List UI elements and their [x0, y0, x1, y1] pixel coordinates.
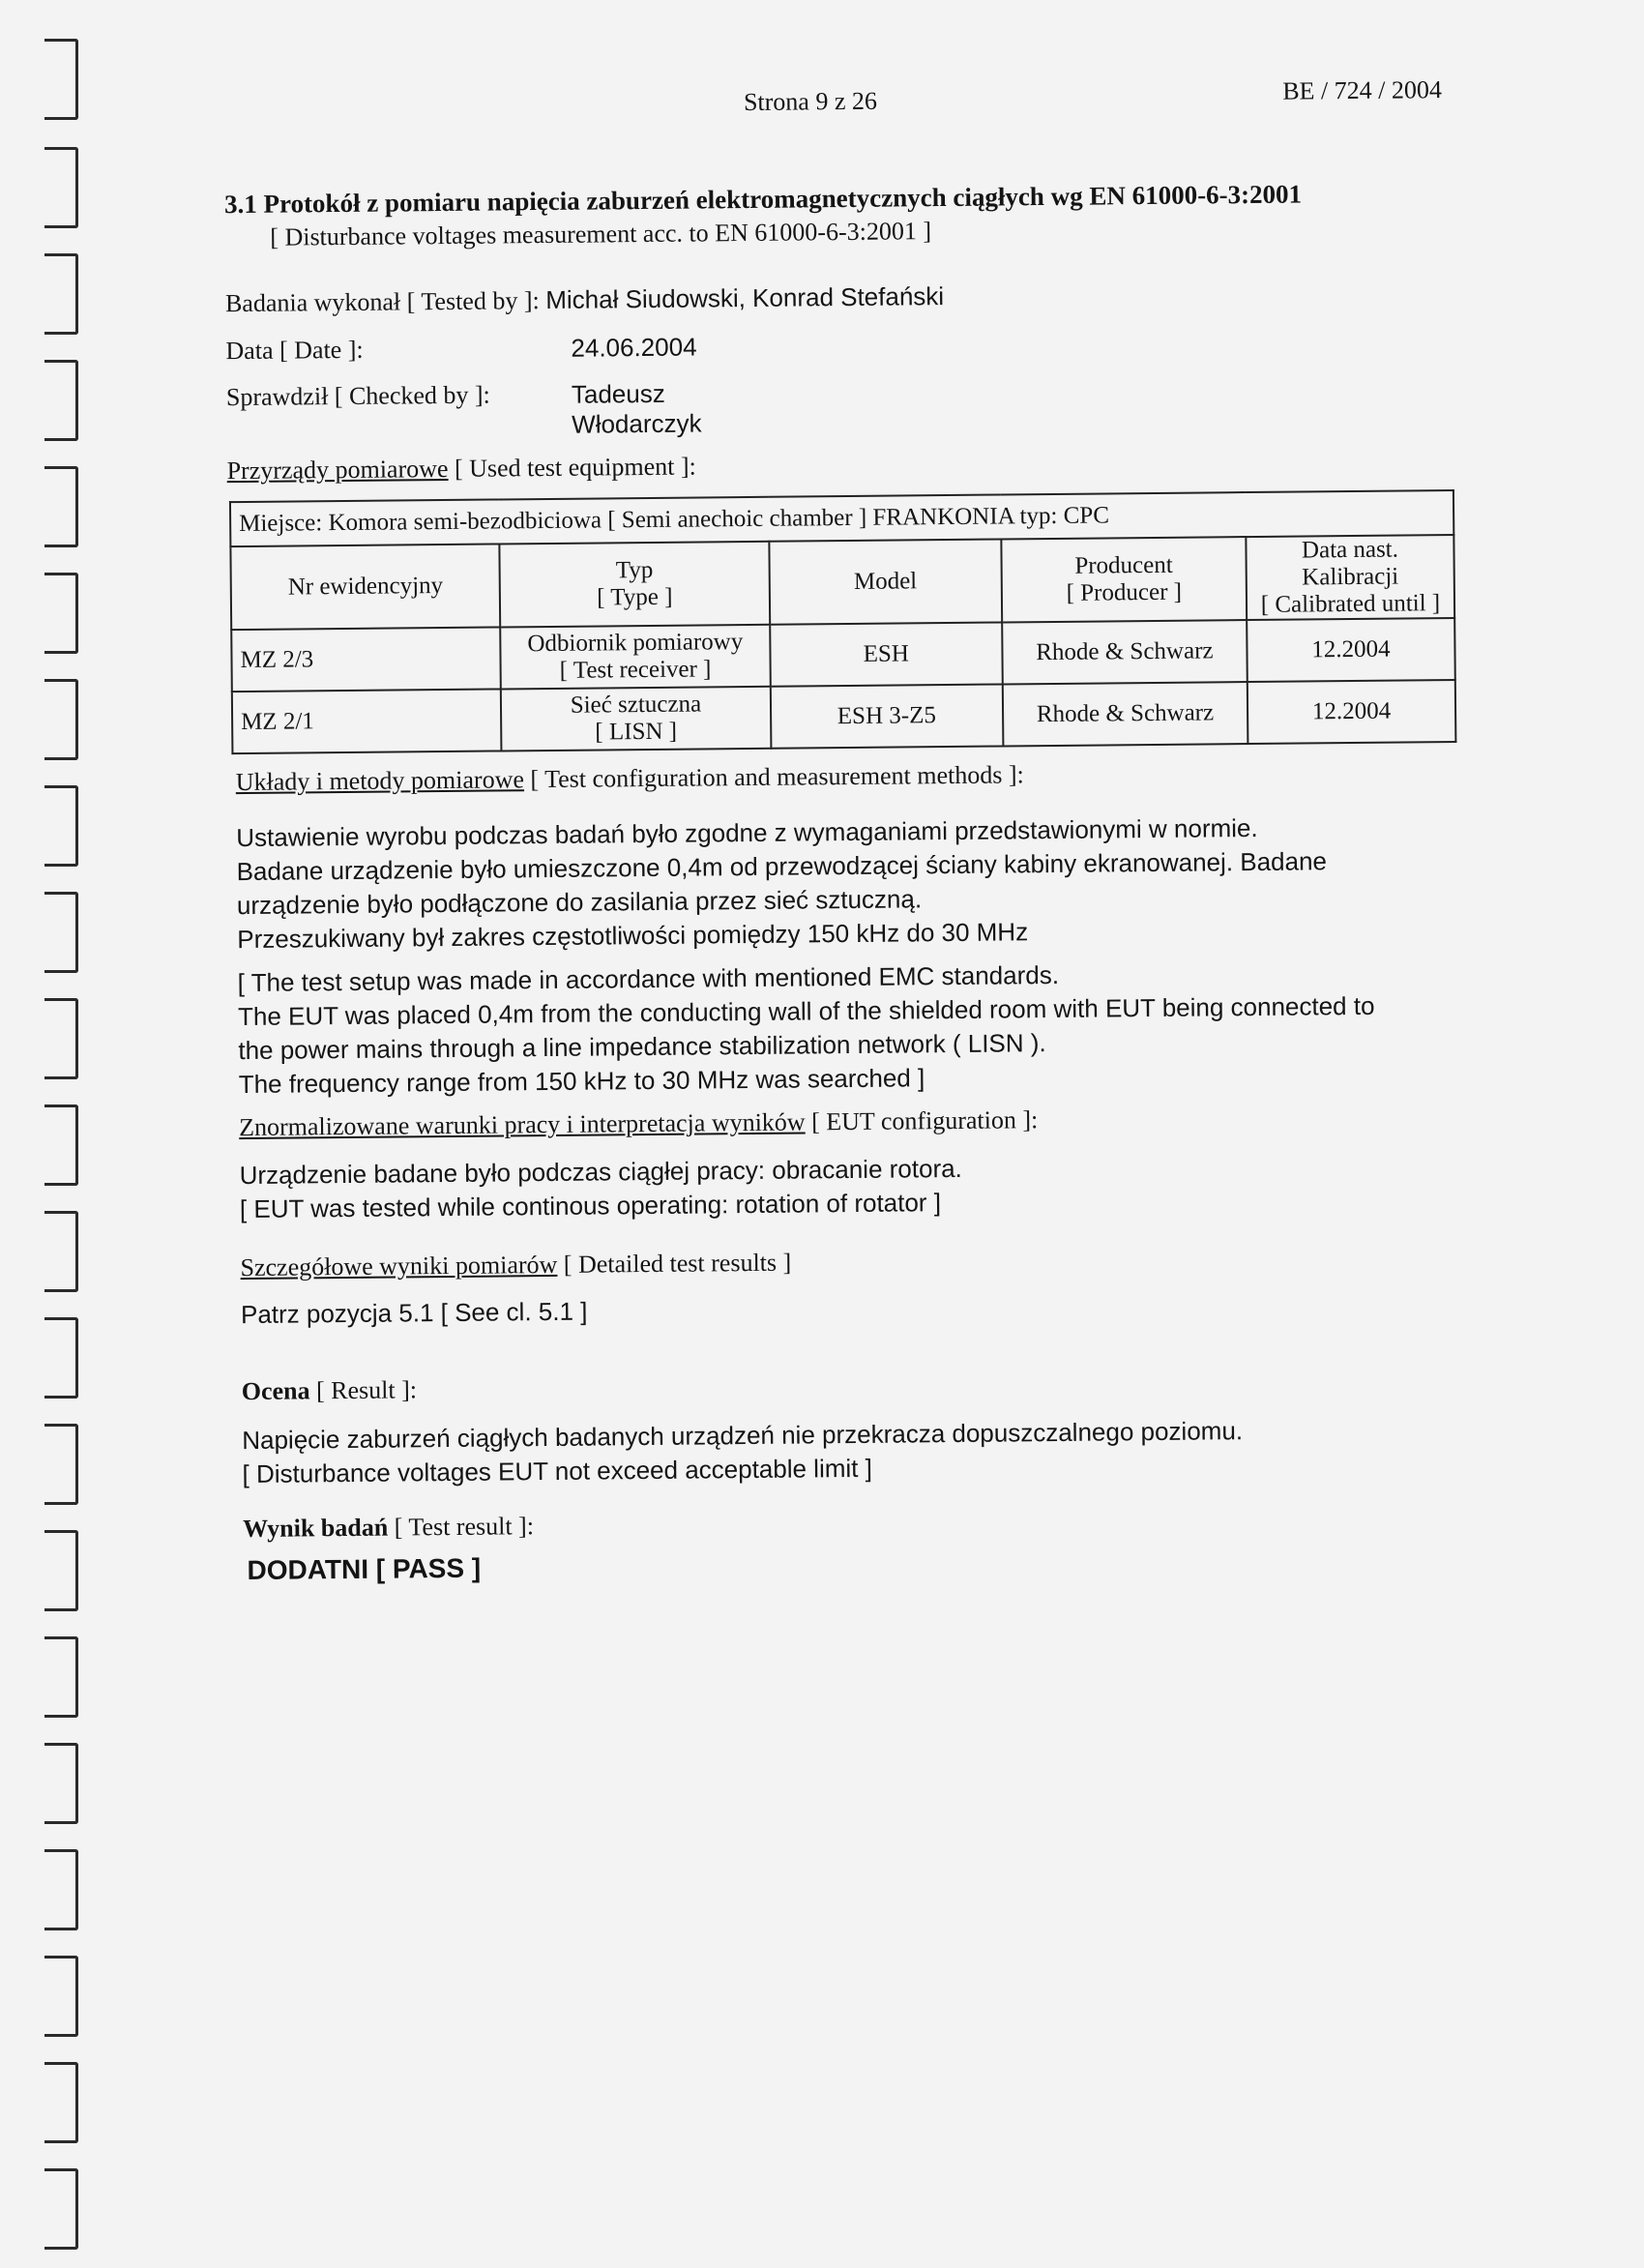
config-text [239, 1152, 962, 1226]
page-number: Strona 9 z 26 [743, 86, 878, 117]
binding-hole [44, 1849, 78, 1930]
methods-text-en [238, 956, 1376, 1102]
methods-heading-pl: Układy i metody pomiarowe [235, 765, 525, 797]
table-header-row [230, 535, 1454, 630]
binding-hole [44, 785, 78, 867]
text-line: Ustawienie wyrobu podczas badań było zgodne z wymaganiami przedstawionymi w normie. [236, 812, 1258, 853]
cell-line: Odbiornik pomiarowy [527, 629, 744, 658]
text-line: urządzenie było podłączone do zasilania przez sieć sztuczną. [236, 884, 923, 921]
binding-hole [44, 1743, 78, 1824]
binding-hole [44, 39, 78, 120]
cell-line: Sieć sztuczna [570, 691, 702, 719]
binding-hole [44, 2168, 78, 2250]
text-line: [ The test setup was made in accordance with mentioned EMC standards. [237, 959, 1060, 998]
text-line: Przeszukiwany był zakres częstotliwości pomiędzy 150 kHz do 30 MHz [237, 917, 1029, 955]
section-title: 3.1 Protokół z pomiaru napięcia zaburzeń elektromagnetycznych ciągłych wg EN 61000-6-3:2001 [223, 179, 1303, 220]
methods-heading [236, 760, 1024, 797]
table-cell: 12.2004 [1248, 680, 1456, 744]
column-header [1246, 535, 1454, 620]
column-header-line: Producent [1074, 551, 1173, 579]
table-cell [501, 625, 771, 690]
result-heading-rest: [ Test result ]: [388, 1512, 535, 1542]
column-header [1001, 537, 1247, 622]
table-cell: MZ 2/3 [231, 627, 501, 692]
column-header-line: [ Calibrated until ] [1260, 590, 1441, 618]
result-value: DODATNI [ PASS ] [247, 1552, 482, 1586]
document-page [135, 0, 1578, 2268]
methods-text-pl [236, 810, 1328, 957]
checked-by-label: Sprawdził [ Checked by ]: [225, 380, 490, 412]
details-heading-en: [ Detailed test results ] [557, 1248, 792, 1279]
text-line: Napięcie zaburzeń ciągłych badanych urządzeń nie przekracza dopuszczalnego poziomu. [242, 1416, 1244, 1456]
binding-hole [44, 1211, 78, 1292]
tested-by-label: Badania wykonał [ Tested by ]: [224, 286, 540, 318]
methods-heading-en: [ Test configuration and measurement methods ]: [523, 760, 1024, 794]
tested-by-row [225, 281, 944, 318]
tested-by-value: Michał Siudowski, Konrad Stefański [545, 281, 945, 314]
binding-hole [44, 1636, 78, 1718]
table-cell: Rhode & Schwarz [1003, 682, 1248, 746]
spiral-binding [0, 0, 92, 2261]
table-row [232, 680, 1456, 753]
text-line: [ Disturbance voltages EUT not exceed acceptable limit ] [242, 1453, 873, 1489]
table-cell: Rhode & Schwarz [1002, 620, 1248, 684]
details-heading-pl: Szczegółowe wyniki pomiarów [240, 1250, 558, 1282]
result-heading-bold: Wynik badań [243, 1513, 389, 1544]
column-header-line: [ Type ] [597, 583, 673, 611]
details-heading [240, 1249, 791, 1282]
details-text: Patrz pozycja 5.1 [ See cl. 5.1 ] [240, 1296, 588, 1330]
assessment-text [242, 1414, 1243, 1491]
equipment-heading-pl: Przyrządy pomiarowe [226, 454, 449, 486]
text-line: the power mains through a line impedance stabilization network ( LISN ). [238, 1028, 1046, 1066]
table-cell: 12.2004 [1247, 618, 1455, 682]
date-label: Data [ Date ]: [225, 335, 364, 366]
binding-hole [44, 1105, 78, 1186]
cell-line: [ LISN ] [595, 718, 678, 746]
binding-hole [44, 573, 78, 654]
equipment-location: Miejsce: Komora semi-bezodbiciowa [ Semi anechoic chamber ] FRANKONIA typ: CPC [230, 490, 1453, 546]
table-cell: MZ 2/1 [232, 689, 502, 753]
binding-hole [44, 679, 78, 760]
checked-by-value: Tadeusz Włodarczyk [571, 378, 702, 439]
date-value: 24.06.2004 [571, 332, 697, 363]
equipment-heading [227, 453, 696, 486]
binding-hole [44, 253, 78, 335]
equipment-heading-en: [ Used test equipment ]: [448, 452, 696, 483]
text-line: Badane urządzenie było umieszczone 0,4m od przewodzącej ściany kabiny ekranowanej. Badane [236, 846, 1328, 887]
text-line: [ EUT was tested while continous operating: rotation of rotator ] [239, 1188, 942, 1224]
result-heading [243, 1512, 534, 1544]
table-cell [501, 687, 771, 751]
section-subtitle: [ Disturbance voltages measurement acc. to EN 61000-6-3:2001 ] [270, 217, 932, 251]
assessment-heading-rest: [ Result ]: [309, 1375, 418, 1405]
column-header-line: Data nast. Kalibracji [1301, 536, 1399, 591]
checked-by-row [225, 378, 702, 439]
binding-hole [44, 360, 78, 441]
table-cell: ESH 3-Z5 [770, 684, 1003, 748]
binding-hole [44, 1424, 78, 1505]
binding-hole [44, 147, 78, 228]
column-header: Model [769, 539, 1002, 624]
binding-hole [44, 2062, 78, 2143]
assessment-heading-bold: Ocena [241, 1376, 310, 1406]
document-reference: BE / 724 / 2004 [1282, 75, 1443, 105]
equipment-table [229, 489, 1456, 754]
column-header-line: [ Producer ] [1066, 578, 1183, 606]
config-heading-pl: Znormalizowane warunki pracy i interpretacja wyników [239, 1107, 806, 1142]
text-line: The EUT was placed 0,4m from the conducting wall of the shielded room with EUT being connected to [237, 990, 1375, 1032]
binding-hole [44, 998, 78, 1079]
text-line: The frequency range from 150 kHz to 30 MHz was searched ] [238, 1063, 925, 1100]
binding-hole [44, 466, 78, 547]
config-heading [239, 1105, 1038, 1142]
binding-hole [44, 892, 78, 973]
cell-line: [ Test receiver ] [559, 656, 712, 684]
date-row [225, 332, 697, 366]
text-line: Urządzenie badane było podczas ciągłej pracy: obracanie rotora. [239, 1153, 962, 1191]
column-header: Nr ewidencyjny [230, 544, 500, 630]
binding-hole [44, 1956, 78, 2037]
binding-hole [44, 1317, 78, 1399]
assessment-heading [242, 1375, 418, 1406]
column-header-line: Typ [615, 556, 654, 584]
table-cell: ESH [770, 622, 1003, 686]
config-heading-en: [ EUT configuration ]: [805, 1105, 1039, 1136]
binding-hole [44, 1530, 78, 1611]
table-row [231, 618, 1455, 692]
column-header [500, 542, 770, 628]
